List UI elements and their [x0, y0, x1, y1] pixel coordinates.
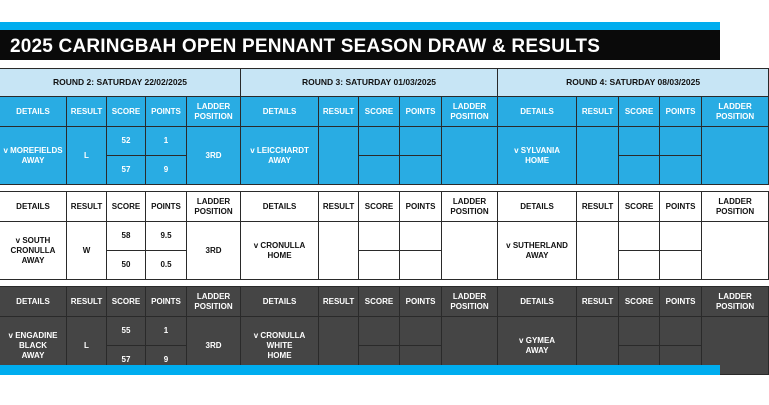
ladder-position-value: 3RD	[187, 127, 241, 185]
opponent-line: WHITE	[266, 340, 293, 350]
team-1-data-row	[0, 127, 769, 156]
points-empty	[400, 127, 442, 156]
points-header: POINTS	[146, 97, 187, 127]
opponent-line: HOME	[525, 155, 550, 165]
opponent-line: AWAY	[525, 250, 549, 260]
score-header: SCORE	[107, 192, 146, 222]
ladder-header-line: POSITION	[450, 301, 489, 311]
score-empty	[359, 222, 400, 251]
separator-cell	[0, 280, 769, 287]
ladder-header-line: POSITION	[450, 111, 489, 121]
points-empty	[400, 156, 442, 185]
result-header: RESULT	[67, 97, 107, 127]
points-header: POINTS	[660, 287, 702, 317]
result-header: RESULT	[319, 97, 359, 127]
points-empty	[660, 127, 702, 156]
score-value: 55	[107, 317, 146, 346]
ladder-header-line: POSITION	[450, 206, 489, 216]
details-header: DETAILS	[241, 192, 319, 222]
points-header: POINTS	[400, 287, 442, 317]
team-3-header-row	[0, 287, 769, 317]
results-table	[0, 68, 769, 375]
score-empty	[619, 156, 660, 185]
opponent-line: v CRONULLA	[253, 330, 306, 340]
opponent-details	[241, 222, 319, 280]
opponent-details	[498, 222, 577, 280]
opponent-details	[241, 127, 319, 185]
points-header: POINTS	[146, 192, 187, 222]
points-header: POINTS	[660, 192, 702, 222]
score-header: SCORE	[619, 287, 660, 317]
result-header: RESULT	[577, 287, 619, 317]
points-empty	[400, 251, 442, 280]
points-header: POINTS	[146, 287, 187, 317]
points-value: 1	[146, 317, 187, 346]
table-separator	[0, 280, 769, 287]
score-header: SCORE	[107, 287, 146, 317]
draw-sheet	[0, 22, 755, 377]
team-2-data-row	[0, 222, 769, 251]
score-value: 58	[107, 222, 146, 251]
score-value: 50	[107, 251, 146, 280]
ladder-header-line: LADDER	[452, 291, 487, 301]
opponent-line: v GYMEA	[519, 335, 556, 345]
round-header-row	[0, 69, 769, 97]
points-empty	[660, 156, 702, 185]
opponent-details	[498, 127, 577, 185]
ladder-position-value: 3RD	[187, 317, 241, 375]
ladder-empty	[702, 127, 769, 185]
points-header: POINTS	[400, 192, 442, 222]
points-value: 9	[146, 156, 187, 185]
ladder-empty	[702, 222, 769, 280]
score-header: SCORE	[619, 192, 660, 222]
ladder-header-line: LADDER	[452, 196, 487, 206]
ladder-header	[187, 192, 241, 222]
score-header: SCORE	[619, 97, 660, 127]
details-header: DETAILS	[241, 97, 319, 127]
ladder-header	[187, 97, 241, 127]
score-value: 57	[107, 156, 146, 185]
details-header: DETAILS	[241, 287, 319, 317]
result-value: L	[67, 127, 107, 185]
separator-cell	[0, 185, 769, 192]
ladder-position-value: 3RD	[187, 222, 241, 280]
details-header: DETAILS	[0, 97, 67, 127]
opponent-line: AWAY	[525, 345, 549, 355]
points-value: 9	[146, 346, 187, 375]
opponent-line: BLACK	[19, 340, 47, 350]
score-empty	[619, 222, 660, 251]
points-empty	[660, 317, 702, 346]
ladder-header-line: POSITION	[715, 111, 755, 121]
ladder-empty	[442, 127, 498, 185]
round-3-label: ROUND 3: SATURDAY 01/03/2025	[241, 69, 498, 97]
team-2-data-row	[0, 251, 769, 280]
score-empty	[619, 251, 660, 280]
opponent-line: AWAY	[21, 155, 45, 165]
ladder-header-line: LADDER	[718, 101, 752, 111]
result-empty	[577, 127, 619, 185]
ladder-header	[702, 287, 769, 317]
details-header: DETAILS	[498, 192, 577, 222]
score-empty	[619, 317, 660, 346]
opponent-line: AWAY	[21, 255, 45, 265]
ladder-header-line: POSITION	[194, 301, 233, 311]
ladder-header	[702, 97, 769, 127]
ladder-header-line: LADDER	[718, 291, 752, 301]
score-value: 57	[107, 346, 146, 375]
result-header: RESULT	[67, 192, 107, 222]
opponent-line: v SOUTH	[15, 235, 51, 245]
ladder-header-line: LADDER	[196, 101, 231, 111]
opponent-line: v LEICCHARDT	[250, 145, 309, 155]
points-empty	[400, 317, 442, 346]
result-empty	[577, 222, 619, 280]
details-header: DETAILS	[498, 287, 577, 317]
page-title: 2025 CARINGBAH OPEN PENNANT SEASON DRAW & RESULTS	[10, 36, 601, 57]
score-header: SCORE	[359, 192, 400, 222]
details-header: DETAILS	[0, 287, 67, 317]
ladder-header-line: LADDER	[452, 101, 487, 111]
ladder-header-line: POSITION	[715, 206, 755, 216]
ladder-header	[442, 192, 498, 222]
opponent-details	[0, 222, 67, 280]
score-header: SCORE	[359, 287, 400, 317]
ladder-header	[702, 192, 769, 222]
result-empty	[319, 127, 359, 185]
team-3-data-row	[0, 317, 769, 346]
result-empty	[319, 222, 359, 280]
opponent-line: v ENGADINE	[8, 330, 58, 340]
ladder-header-line: LADDER	[196, 291, 231, 301]
top-accent-band	[0, 22, 720, 30]
result-header: RESULT	[577, 192, 619, 222]
bottom-accent-band	[0, 365, 720, 375]
points-header: POINTS	[660, 97, 702, 127]
result-header: RESULT	[319, 192, 359, 222]
points-header: POINTS	[400, 97, 442, 127]
score-empty	[359, 127, 400, 156]
opponent-line: v CRONULLA	[253, 240, 306, 250]
team-1-header-row	[0, 97, 769, 127]
round-4-label: ROUND 4: SATURDAY 08/03/2025	[498, 69, 769, 97]
ladder-header	[187, 287, 241, 317]
opponent-line: HOME	[267, 250, 292, 260]
table-separator	[0, 185, 769, 192]
result-value: L	[67, 317, 107, 375]
opponent-line: v MOREFIELDS	[3, 145, 63, 155]
round-2-label: ROUND 2: SATURDAY 22/02/2025	[0, 69, 241, 97]
points-value: 0.5	[146, 251, 187, 280]
opponent-line: AWAY	[21, 350, 45, 360]
ladder-header-line: LADDER	[196, 196, 231, 206]
points-empty	[660, 222, 702, 251]
team-1-data-row	[0, 156, 769, 185]
result-header: RESULT	[319, 287, 359, 317]
points-value: 9.5	[146, 222, 187, 251]
opponent-line: HOME	[267, 350, 292, 360]
ladder-header	[442, 287, 498, 317]
opponent-line: CRONULLA	[10, 245, 56, 255]
ladder-header	[442, 97, 498, 127]
ladder-empty	[442, 222, 498, 280]
ladder-header-line: POSITION	[194, 206, 233, 216]
team-2-header-row	[0, 192, 769, 222]
opponent-line: v SYLVANIA	[514, 145, 561, 155]
score-header: SCORE	[107, 97, 146, 127]
points-value: 1	[146, 127, 187, 156]
score-header: SCORE	[359, 97, 400, 127]
score-empty	[359, 156, 400, 185]
score-empty	[359, 251, 400, 280]
score-empty	[619, 127, 660, 156]
details-header: DETAILS	[0, 192, 67, 222]
points-empty	[400, 222, 442, 251]
score-empty	[359, 317, 400, 346]
details-header: DETAILS	[498, 97, 577, 127]
result-value: W	[67, 222, 107, 280]
opponent-line: v SUTHERLAND	[506, 240, 568, 250]
score-value: 52	[107, 127, 146, 156]
opponent-line: AWAY	[268, 155, 291, 165]
ladder-header-line: POSITION	[194, 111, 233, 121]
ladder-header-line: POSITION	[715, 301, 755, 311]
ladder-header-line: LADDER	[718, 196, 752, 206]
result-header: RESULT	[67, 287, 107, 317]
result-header: RESULT	[577, 97, 619, 127]
points-empty	[660, 251, 702, 280]
opponent-details	[0, 127, 67, 185]
